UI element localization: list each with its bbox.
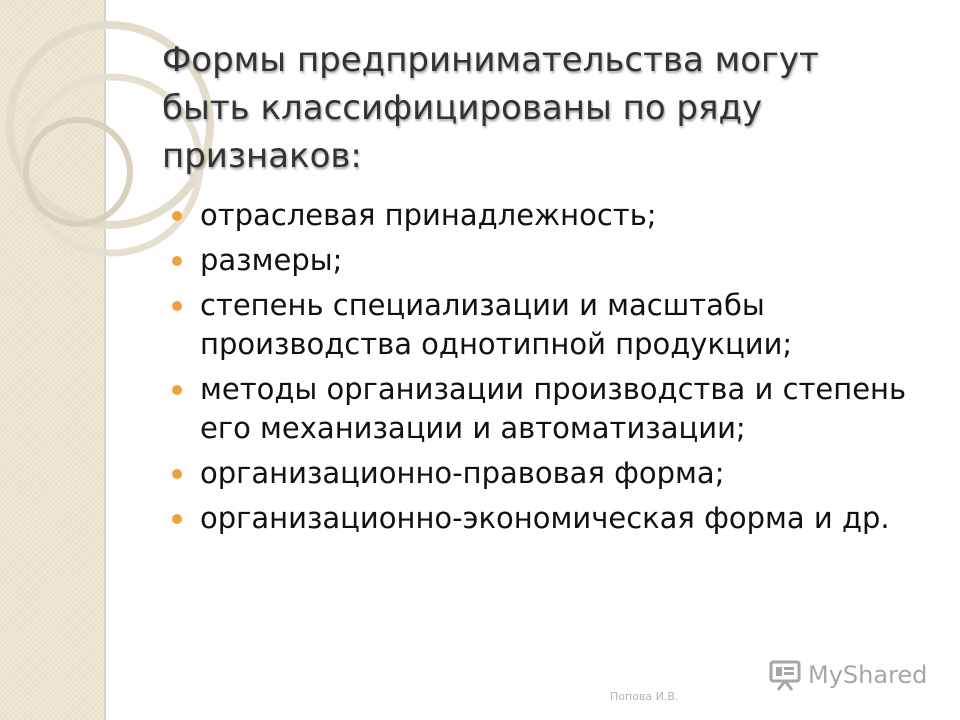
bullet-item: [172, 286, 932, 364]
bullet-item: [172, 499, 932, 538]
bullet-dot-icon: [172, 514, 182, 524]
bullet-dot-icon: [172, 301, 182, 311]
bullet-text: степень специализации и масштабы производства однотипной продукции;: [200, 288, 793, 361]
presentation-board-icon: [768, 658, 802, 692]
watermark: [768, 656, 927, 694]
side-band-texture: [0, 0, 104, 720]
bullet-text: размеры;: [200, 243, 343, 277]
bullet-text: отраслевая принадлежность;: [200, 198, 657, 232]
bullet-item: [172, 196, 932, 235]
bullet-dot-icon: [172, 256, 182, 266]
slide-title: Формы предпринимательства могут быть классифицированы по ряду признаков:: [162, 40, 819, 176]
bullet-text: организационно-правовая форма;: [200, 456, 725, 490]
bullet-text: организационно-экономическая форма и др.: [200, 501, 890, 535]
bullet-text: методы организации производства и степень его механизации и автоматизации;: [200, 372, 907, 445]
bullet-item: [172, 454, 932, 493]
bullet-item: [172, 241, 932, 280]
side-band-divider: [104, 0, 106, 720]
bullet-dot-icon: [172, 211, 182, 221]
bullet-dot-icon: [172, 385, 182, 395]
footer-author: Попова И.В.: [610, 690, 679, 703]
watermark-text: MyShared: [808, 661, 928, 689]
bullet-item: [172, 370, 932, 448]
bullet-dot-icon: [172, 469, 182, 479]
bullet-list: [172, 196, 932, 544]
